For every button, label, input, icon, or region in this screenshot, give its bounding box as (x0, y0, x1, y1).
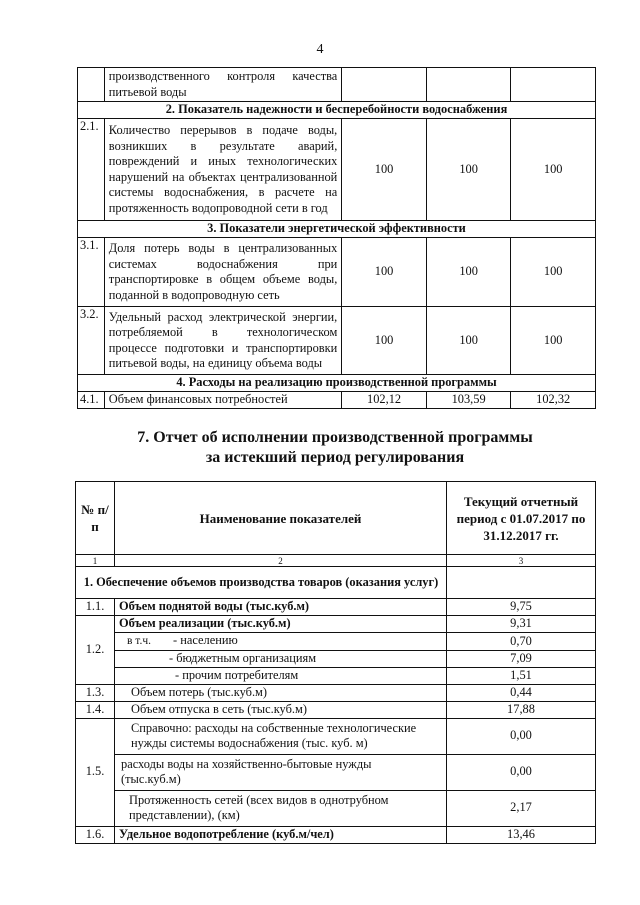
value-1: 100 (342, 238, 427, 307)
row-text (104, 119, 342, 221)
text-line: питьевой воды, на единицу объема воды (108, 356, 323, 370)
section-7-title (0, 428, 640, 468)
colnum-2: 2 (115, 555, 447, 567)
row-number: 3.1. (78, 238, 105, 307)
text-line: производственного контроля качества (108, 69, 338, 83)
row-name (115, 633, 447, 651)
section-7-title-line2: за истекший период регулирования (205, 449, 465, 466)
prefix-label: в т.ч. (127, 635, 151, 647)
value-1: 100 (342, 119, 427, 221)
section-3-heading: 3. Показатели энергетической эффективности (78, 221, 596, 238)
value-3: 100 (511, 307, 596, 375)
text-line: транспортировке в общем объеме воды, (108, 272, 338, 286)
row-number: 1.6. (76, 826, 115, 843)
row-name: Справочно: расходы на собственные технологические нужды системы водоснабжения (тыс. куб. м) (115, 718, 447, 754)
row-number: 3.2. (78, 307, 105, 375)
text-line: протяженность водопроводной сети в год (108, 200, 328, 215)
row-name: - бюджетным организациям (115, 650, 447, 667)
row-name: - прочим потребителям (115, 667, 447, 684)
row-number: 4.1. (78, 392, 105, 409)
row-text: Объем финансовых потребностей (104, 392, 342, 409)
header-name: Наименование показателей (115, 482, 447, 555)
row-number: 1.1. (76, 599, 115, 616)
indicators-table (77, 67, 596, 409)
row-name: Протяженность сетей (всех видов в однотрубном представлении), (км) (115, 790, 447, 826)
page-number: 4 (316, 42, 324, 57)
row-number: 1.2. (76, 616, 115, 685)
row-value: 7,09 (447, 650, 596, 667)
text-line: возникших в результате аварий, (108, 138, 338, 153)
program-report-table (75, 481, 596, 844)
text-line: нарушений на объектах централизованной (108, 169, 338, 184)
row-value: 13,46 (447, 826, 596, 843)
header-num: № п/п (76, 482, 115, 555)
text-line: процессе подготовки и транспортировки (108, 340, 338, 355)
row-value: 2,17 (447, 790, 596, 826)
value-1: 102,12 (342, 392, 427, 409)
text-line: Удельный расход электрической энергии, (108, 309, 338, 324)
row-name: Объем потерь (тыс.куб.м) (115, 684, 447, 701)
row-value: 9,75 (447, 599, 596, 616)
row-name: Объем поднятой воды (тыс.куб.м) (115, 599, 447, 616)
row-number: 1.5. (76, 718, 115, 826)
value-2: 100 (426, 307, 511, 375)
cell-value (511, 68, 596, 102)
row-text (104, 238, 342, 307)
row-number: 2.1. (78, 119, 105, 221)
cell-num (78, 68, 105, 102)
row-value: 0,00 (447, 754, 596, 790)
header-period: Текущий отчетный период с 01.07.2017 по 31.12.2017 гг. (447, 482, 596, 555)
row-value: 0,44 (447, 684, 596, 701)
row-name: Объем отпуска в сеть (тыс.куб.м) (115, 701, 447, 718)
cell-value (426, 68, 511, 102)
value-1: 100 (342, 307, 427, 375)
row-value: 0,70 (447, 633, 596, 651)
row-name: расходы воды на хозяйственно-бытовые нужды (тыс.куб.м) (115, 754, 447, 790)
row-text (104, 307, 342, 375)
text-line: питьевой воды (108, 84, 187, 99)
text-line: системах водоснабжения при (108, 256, 338, 271)
row-name: Объем реализации (тыс.куб.м) (115, 616, 447, 633)
subrow-name: - населению (173, 633, 238, 647)
text-line: потребляемой в технологическом (108, 325, 338, 339)
row-name: Удельное водопотребление (куб.м/чел) (115, 826, 447, 843)
cell-value (342, 68, 427, 102)
value-3: 100 (511, 238, 596, 307)
row-number: 1.4. (76, 701, 115, 718)
row-number: 1.3. (76, 684, 115, 701)
cell-text (104, 68, 342, 102)
section-1-heading: 1. Обеспечение объемов производства товаров (оказания услуг) (76, 567, 447, 599)
value-3: 102,32 (511, 392, 596, 409)
text-line: поданной в водопроводную сеть (108, 287, 280, 302)
value-2: 100 (426, 119, 511, 221)
row-value: 0,00 (447, 718, 596, 754)
text-line: системы водоснабжения, в расчете на (108, 185, 338, 199)
cell-value (447, 567, 596, 599)
value-3: 100 (511, 119, 596, 221)
text-line: повреждений и иных технологических (108, 154, 338, 168)
row-value: 1,51 (447, 667, 596, 684)
section-7-title-line1: 7. Отчет об исполнении производственной программы (137, 429, 533, 446)
section-4-heading: 4. Расходы на реализацию производственной программы (78, 375, 596, 392)
row-value: 17,88 (447, 701, 596, 718)
section-2-heading: 2. Показатель надежности и бесперебойности водоснабжения (78, 102, 596, 119)
value-2: 103,59 (426, 392, 511, 409)
row-value: 9,31 (447, 616, 596, 633)
colnum-1: 1 (76, 555, 115, 567)
value-2: 100 (426, 238, 511, 307)
text-line: Доля потерь воды в централизованных (108, 241, 338, 255)
text-line: Количество перерывов в подаче воды, (108, 123, 338, 137)
colnum-3: 3 (447, 555, 596, 567)
